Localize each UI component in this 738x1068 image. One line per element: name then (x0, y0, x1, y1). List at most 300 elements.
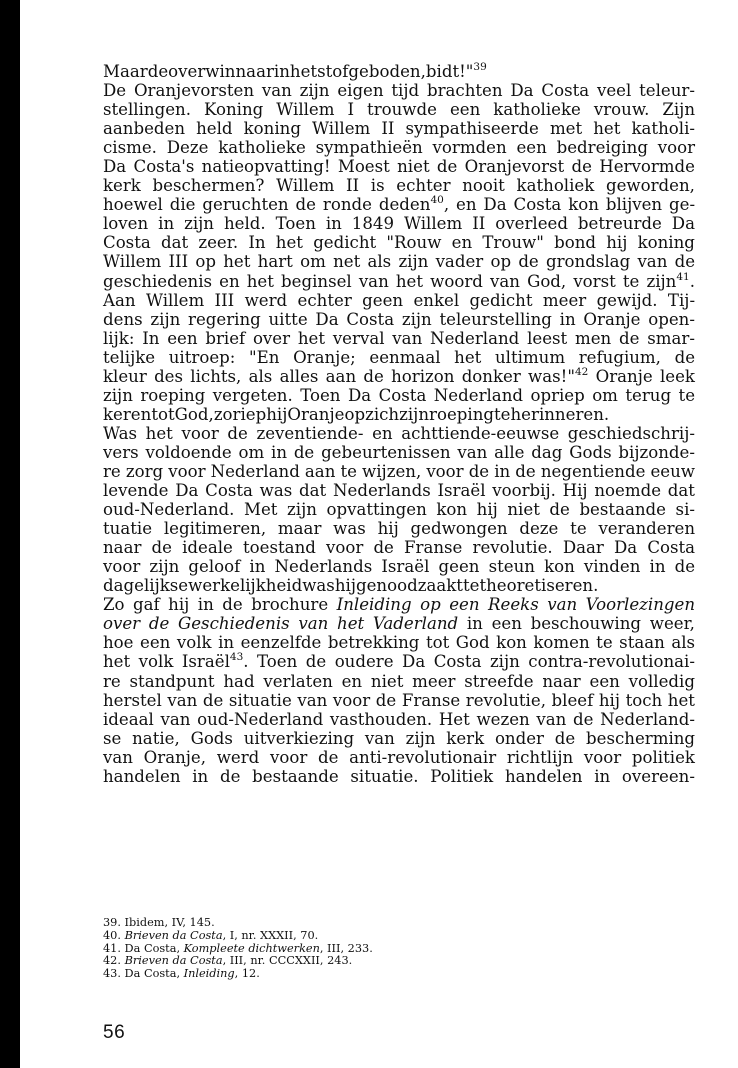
text-line (103, 710, 695, 729)
word: dens (103, 309, 143, 329)
text-run: , I, nr. XXXII, 70. (222, 928, 319, 942)
word: de (674, 557, 696, 577)
word: en (341, 671, 363, 691)
word: eenmaal (369, 347, 441, 367)
word: meer (542, 290, 587, 310)
italic-title: Inleiding (183, 967, 235, 981)
word: cisme. (103, 138, 157, 158)
word: situatie. (350, 766, 419, 786)
text-run: , III, 233. (319, 941, 373, 955)
word: zeventiende- (256, 423, 364, 443)
word: loven (103, 214, 149, 234)
word: toestand (243, 538, 316, 558)
word: Daar (562, 538, 604, 558)
word: voor (332, 690, 371, 710)
word: nooit (462, 176, 505, 196)
word: te (596, 633, 613, 653)
word: riep (232, 404, 267, 424)
word: in (649, 557, 666, 577)
italic-title: een (449, 595, 480, 615)
word: Da (613, 538, 638, 558)
word: re (103, 671, 121, 691)
word: bond (554, 233, 597, 253)
word: roeping (140, 385, 206, 405)
word: ultimum (494, 347, 566, 367)
text-line (103, 195, 695, 214)
word: Da (175, 481, 199, 501)
word: dagelijkse (103, 576, 189, 596)
word: hij (598, 690, 620, 710)
scan-edge-bar (0, 0, 20, 1068)
word: hoewel (103, 195, 163, 215)
word: steun (488, 557, 535, 577)
word: van (637, 252, 668, 272)
word: werkelijkheid (188, 576, 303, 596)
word: niet (507, 500, 540, 520)
text-line (103, 100, 695, 119)
word: Israël (381, 557, 430, 577)
word: leest (527, 328, 568, 348)
word: Da (510, 81, 534, 101)
word: tijd (391, 81, 420, 101)
word: te (340, 461, 357, 481)
word: Deze (166, 138, 209, 158)
word: wezen (476, 709, 530, 729)
word: de (222, 595, 243, 615)
word: de (305, 652, 327, 672)
text-line (103, 329, 695, 348)
text-line (103, 214, 695, 233)
word: zijn (398, 252, 429, 272)
word: ronde (322, 195, 372, 215)
word: revolutie. (472, 538, 553, 558)
italic-title: Brieven da Costa (124, 928, 223, 942)
word: negentiende (540, 461, 646, 481)
word: vers (103, 442, 139, 462)
word: alle (494, 442, 525, 462)
footnote-ref: 43 (229, 651, 244, 664)
text-line (103, 62, 695, 81)
word: de (436, 157, 458, 177)
word: op (344, 404, 366, 424)
word: Oranje; (293, 347, 356, 367)
word: oud-Nederland. (103, 500, 235, 520)
word: geschiedschrij- (567, 423, 695, 443)
word: naar (103, 538, 142, 558)
word: refugium, (578, 347, 661, 367)
word: opriep (530, 385, 585, 405)
word: kon (544, 557, 575, 577)
word: zijn (405, 728, 436, 748)
word: volledig (628, 671, 695, 691)
word: II (381, 119, 395, 139)
word: de (147, 62, 169, 81)
word: oudere (334, 652, 394, 672)
word: contra-revolutionai- (528, 652, 695, 672)
word: van (364, 728, 395, 748)
word: staan (619, 633, 665, 653)
word: se (103, 728, 122, 748)
word: Willem (403, 214, 463, 234)
word: Willem (276, 176, 335, 196)
word: is (370, 176, 385, 196)
word: te (494, 404, 511, 424)
word: was (259, 481, 293, 501)
text-run: , 12. (234, 967, 260, 981)
word: een (449, 100, 481, 120)
word: in (271, 442, 288, 462)
word: blijven (605, 195, 663, 215)
footnote-ref: 42 (574, 365, 589, 378)
word: hij (334, 576, 356, 596)
word: een (491, 614, 522, 634)
word: vasthouden. (329, 709, 433, 729)
word: tot (425, 633, 450, 653)
word: III (214, 290, 235, 310)
word: Israël (437, 481, 486, 501)
word: geen (362, 290, 404, 310)
word: als (248, 366, 273, 386)
word: het (223, 252, 251, 272)
word: "En (249, 347, 280, 367)
word: situatie (228, 690, 292, 710)
word: zijn (399, 404, 430, 424)
word: werd (216, 747, 260, 767)
word: Da (402, 652, 426, 672)
word: de (293, 442, 315, 462)
word: natie, (132, 728, 180, 748)
word: horizon (391, 366, 455, 386)
word: Toen (275, 214, 316, 234)
word: over (252, 328, 291, 348)
word: gebeurtenissen (321, 442, 451, 462)
word: II (345, 176, 360, 196)
text-line (103, 633, 695, 652)
text-line (103, 557, 695, 576)
word: . (243, 652, 249, 672)
text-line (103, 233, 695, 252)
word: voor (426, 461, 464, 481)
word: het (593, 119, 621, 139)
word: toch (625, 690, 663, 710)
word: de (573, 709, 594, 729)
word: Costa (647, 538, 696, 558)
text-line (103, 348, 695, 367)
italic-title: van (298, 614, 329, 634)
word: aanbeden (103, 119, 186, 139)
word: de (554, 728, 576, 748)
word: net (333, 252, 361, 272)
word: niet (397, 157, 430, 177)
word: brachten (426, 81, 503, 101)
word: zich (365, 404, 400, 424)
word: om (592, 385, 618, 405)
word: Willem (312, 119, 371, 139)
word: Costa (513, 195, 562, 215)
word: kon (496, 633, 527, 653)
word: grondslag (546, 252, 631, 272)
body-text (103, 62, 695, 786)
word: gedicht (469, 290, 533, 310)
word: in (559, 309, 576, 329)
text-line (103, 443, 695, 462)
word: II (472, 214, 486, 234)
text-line (103, 481, 695, 500)
word: in (218, 633, 235, 653)
word: God, (174, 404, 214, 424)
word: De (103, 81, 127, 101)
word: zijn (184, 214, 214, 234)
word: de (219, 766, 241, 786)
word: Aan (103, 290, 136, 310)
text-line (103, 652, 695, 671)
word: de (373, 538, 394, 558)
word: I (347, 100, 355, 120)
word: vormden (432, 138, 507, 158)
italic-title: over (103, 614, 141, 634)
word: alles (279, 366, 319, 386)
italic-title: Brieven da Costa (124, 954, 223, 968)
word: hart (257, 252, 293, 272)
word: bescherming (586, 728, 696, 748)
word: Da (671, 214, 695, 234)
word: het (454, 347, 482, 367)
word: te (678, 385, 696, 405)
word: in (325, 214, 342, 234)
word: het (275, 233, 303, 253)
word: in (192, 766, 209, 786)
word: kerk (446, 728, 485, 748)
text-line (103, 157, 695, 176)
word: verval (332, 328, 385, 348)
word: beschermen? (152, 176, 265, 196)
italic-title: op (420, 595, 441, 615)
word: de (571, 157, 592, 177)
word: geschiedenis (103, 271, 213, 291)
word: held (196, 119, 233, 139)
word: Met (243, 500, 278, 520)
italic-title: Vaderland (372, 614, 459, 634)
footnote-ref: 39 (473, 61, 487, 73)
word: richtlijn (506, 747, 574, 767)
word: een (140, 633, 171, 653)
italic-title: de (148, 614, 170, 634)
word: een (516, 138, 547, 158)
word: hij (476, 500, 498, 520)
word: uitte (268, 309, 308, 329)
word: van (261, 81, 292, 101)
word: was!" (528, 366, 575, 386)
word: tot (151, 404, 175, 424)
word: zo (213, 404, 233, 424)
word: betrekking (327, 633, 420, 653)
word: herstel (103, 690, 162, 710)
word: roeping (429, 404, 494, 424)
word: zijn (489, 652, 520, 672)
word: Costa (103, 233, 151, 253)
word: handelen (504, 766, 583, 786)
word: brochure (251, 595, 329, 615)
word: dag (531, 442, 563, 462)
word: enkel (413, 290, 460, 310)
word: Tij- (667, 290, 696, 310)
word: naar (542, 671, 581, 691)
word: beginsel (281, 271, 352, 291)
word: Da (347, 385, 372, 405)
word: held. (223, 214, 266, 234)
text-line (103, 500, 695, 519)
word: zeer. (198, 233, 239, 253)
word: verlaten (263, 671, 333, 691)
word: woord (430, 271, 483, 291)
word: noemde (594, 481, 662, 501)
word: Costa's (133, 157, 195, 177)
word: Costa (433, 652, 482, 672)
word: geen (438, 557, 480, 577)
word: voor (657, 138, 696, 158)
text-line (103, 748, 695, 767)
word: aan (304, 461, 336, 481)
word: te (570, 519, 587, 539)
italic-title: Inleiding (336, 595, 412, 615)
word: Costa (346, 309, 395, 329)
word: de (363, 366, 384, 386)
word: herinneren. (510, 404, 610, 424)
word: om (238, 442, 265, 462)
word: overeen- (621, 766, 695, 786)
text-line (103, 272, 695, 291)
word: een (589, 671, 620, 691)
word: van (103, 747, 133, 767)
word: vergeten. (212, 385, 293, 405)
text-line (103, 767, 695, 786)
text-line (103, 595, 695, 614)
word: kon (568, 195, 599, 215)
word: Oranje, (143, 747, 207, 767)
word: Oranje (595, 366, 653, 386)
word: van (160, 709, 191, 729)
italic-title: van (547, 595, 578, 615)
text-line (103, 424, 695, 443)
word: katholi- (631, 119, 695, 139)
text-line (103, 310, 695, 329)
word: politiek (631, 747, 695, 767)
word: 1849 (351, 214, 395, 234)
word: die (169, 195, 196, 215)
word: zijn (646, 271, 677, 291)
word: katholieke (493, 100, 581, 120)
word: zijn (287, 500, 317, 520)
word: om (300, 252, 326, 272)
word: Het (438, 709, 470, 729)
word: van (392, 328, 423, 348)
word: voor (181, 423, 219, 443)
word: Oranjevorst (464, 157, 565, 177)
word: kleur (103, 366, 147, 386)
word: in (158, 214, 175, 234)
word: Toen (257, 652, 298, 672)
word: standpunt (129, 671, 215, 691)
word: de (375, 690, 397, 710)
word: op (195, 252, 217, 272)
word: in (273, 62, 290, 81)
word: teleurstelling (439, 309, 552, 329)
word: Moest (337, 157, 390, 177)
word: van (536, 709, 567, 729)
text-line (103, 176, 695, 195)
text-line (103, 119, 695, 138)
word: dat (667, 481, 695, 501)
word: Trouw" (482, 233, 544, 253)
text-line (103, 367, 695, 386)
word: Willem (145, 290, 205, 310)
word: Oranje (287, 404, 345, 424)
word: zijn (401, 309, 432, 329)
word: , (443, 195, 450, 215)
word: zijn (150, 309, 181, 329)
word: tuatie (103, 519, 153, 539)
word: Gods (569, 442, 612, 462)
word: de (549, 500, 570, 520)
word: Nederlands (274, 557, 373, 577)
word: katholieke (218, 138, 306, 158)
word: sympathiseerde (405, 119, 539, 139)
word: de (317, 747, 339, 767)
word: leek (659, 366, 695, 386)
text-line (103, 614, 695, 633)
word: legitimeren, (163, 519, 267, 539)
word: regering (188, 309, 261, 329)
word: . (689, 271, 696, 291)
word: dat (160, 233, 189, 253)
word: In (248, 233, 266, 253)
text-run: , III, nr. CCCXXII, 243. (222, 954, 353, 968)
text-line (103, 462, 695, 481)
word: hij (606, 233, 628, 253)
footnote-ref: 41 (676, 270, 690, 283)
word: God (455, 633, 490, 653)
word: voorbij. (492, 481, 556, 501)
word: theoretiseren. (479, 576, 599, 596)
word: lijk: (103, 328, 135, 348)
word: in (466, 614, 483, 634)
word: vrouw. (593, 100, 650, 120)
word: eigen (337, 81, 384, 101)
word: te (622, 271, 640, 291)
word: katholiek (516, 176, 595, 196)
word: geloof (188, 557, 241, 577)
word: bleef (551, 690, 594, 710)
word: bestaande (579, 500, 666, 520)
italic-title: het (337, 614, 365, 634)
word: bedreiging (556, 138, 648, 158)
word: hij (266, 404, 288, 424)
footnote (103, 968, 695, 981)
word: voor (583, 747, 622, 767)
text-line (103, 138, 695, 157)
word: van (358, 271, 389, 291)
word: Zo (103, 595, 125, 615)
word: gewijd. (596, 290, 658, 310)
word: veel (596, 81, 632, 101)
word: beschouwing (530, 614, 642, 634)
word: was (302, 576, 335, 596)
word: revolutie, (465, 690, 546, 710)
word: onder (494, 728, 544, 748)
word: koning (637, 233, 695, 253)
word: stof (317, 62, 349, 81)
word: God, (527, 271, 567, 291)
